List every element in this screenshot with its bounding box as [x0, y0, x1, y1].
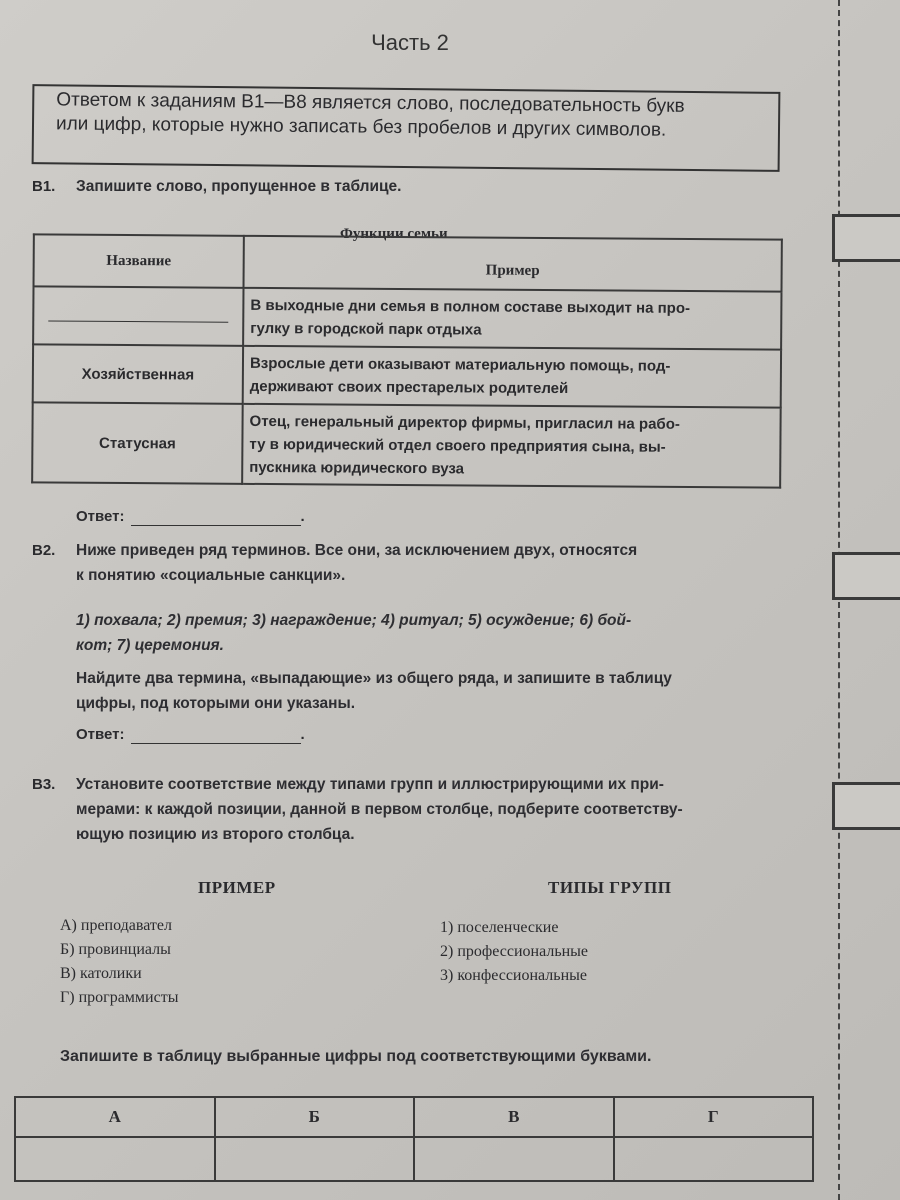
- task-b2-question: [76, 538, 796, 588]
- list-item: В) католики: [60, 965, 142, 982]
- instructions-box: [32, 84, 781, 172]
- example-line: Отец, генеральный директор фирмы, пригласил на рабо-: [249, 412, 680, 433]
- example-cell: [243, 346, 781, 408]
- group-types-list: [440, 916, 588, 988]
- example-line: ту в юридический отдел своего предприятия сына, вы-: [249, 435, 666, 456]
- answer-column-a: А: [15, 1097, 215, 1137]
- list-item: 3) конфессиональные: [440, 967, 587, 984]
- list-item: 2) профессиональные: [440, 943, 589, 960]
- example-line: В выходные дни семья в полном составе выходит на про-: [250, 296, 691, 317]
- examples-list: [60, 914, 178, 1010]
- group-types-header: ТИПЫ ГРУПП: [548, 878, 672, 897]
- task-b2-terms: [76, 608, 796, 658]
- answer-table: [14, 1096, 814, 1182]
- question-line: ющую позицию из второго столбца.: [76, 826, 355, 843]
- task-b2-instruction: [76, 666, 796, 716]
- family-functions-table: [31, 233, 783, 488]
- question-line: Ниже приведен ряд терминов. Все они, за исключением двух, относятся: [76, 542, 638, 559]
- answer-column-b: Б: [215, 1097, 415, 1137]
- table-row: [33, 344, 781, 407]
- example-line: гулку в городской парк отдыха: [250, 319, 482, 339]
- instruction-line: Запишите в таблицу выбранные цифры под соответствующими буквами.: [60, 1048, 652, 1065]
- cut-line: [838, 0, 840, 1200]
- margin-answer-box-b2[interactable]: [832, 552, 900, 600]
- task-b2-label: B2.: [32, 542, 56, 559]
- answer-cell-v[interactable]: [414, 1137, 614, 1181]
- instructions-line: или цифр, которые нужно записать без пробелов и других символов.: [55, 113, 667, 141]
- example-line: Взрослые дети оказывают материальную помощь, под-: [249, 354, 671, 375]
- answer-cell-g[interactable]: [614, 1137, 814, 1181]
- task-b1-question: [76, 174, 402, 199]
- task-b1-label: B1.: [32, 178, 56, 195]
- answer-label: Ответ:: [76, 508, 125, 525]
- column-header-name: Название: [34, 234, 244, 287]
- terms-line: 1) похвала; 2) премия; 3) награждение; 4) ритуал; 5) осуждение; 6) бой-: [76, 612, 632, 629]
- table-row: [33, 286, 781, 349]
- instruction-line: Найдите два термина, «выпадающие» из общего ряда, и запишите в таблицу: [76, 670, 672, 687]
- question-line: Установите соответствие между типами групп и иллюстрирующими их при-: [76, 776, 664, 793]
- margin-answer-box-b1[interactable]: [832, 214, 900, 262]
- task-b3-label: B3.: [32, 776, 56, 793]
- table-caption: Функции семьи: [340, 226, 448, 242]
- instruction-line: цифры, под которыми они указаны.: [76, 695, 356, 712]
- list-item: А) преподавател: [60, 917, 172, 934]
- example-line: держивают своих престарелых родителей: [249, 377, 569, 398]
- answer-cell-b[interactable]: [215, 1137, 415, 1181]
- function-name-cell: Хозяйственная: [33, 344, 243, 403]
- instructions-line: Ответом к заданиям B1—B8 является слово, последовательность букв: [56, 89, 685, 117]
- list-item: 1) поселенческие: [440, 919, 559, 936]
- task-b2-answer: Ответ: .: [76, 726, 305, 743]
- page-title: Часть 2: [371, 30, 449, 55]
- answer-line[interactable]: [131, 726, 301, 744]
- task-b3-instruction: [60, 1044, 651, 1069]
- question-line: мерами: к каждой позиции, данной в первом столбце, подберите соответству-: [76, 801, 683, 818]
- terms-line: кот; 7) церемония.: [76, 637, 224, 654]
- examples-header: ПРИМЕР: [198, 878, 276, 897]
- example-cell: [243, 288, 781, 350]
- missing-function-cell[interactable]: [33, 286, 243, 345]
- example-line: пускника юридического вуза: [249, 458, 465, 477]
- list-item: Б) провинциалы: [60, 941, 171, 958]
- task-b3-question: [76, 772, 796, 847]
- column-header-example: Пример: [244, 236, 782, 292]
- example-cell: [242, 404, 781, 488]
- answer-label: Ответ:: [76, 726, 125, 743]
- list-item: Г) программисты: [60, 989, 179, 1006]
- answer-cell-a[interactable]: [15, 1137, 215, 1181]
- answer-line[interactable]: [131, 508, 301, 526]
- answer-column-v: В: [414, 1097, 614, 1137]
- question-line: к понятию «социальные санкции».: [76, 567, 346, 584]
- margin-answer-box-b3[interactable]: [832, 782, 900, 830]
- answer-column-g: Г: [614, 1097, 814, 1137]
- table-row: [32, 402, 781, 487]
- function-name-cell: Статусная: [32, 402, 243, 483]
- task-b1-question-text: Запишите слово, пропущенное в таблице.: [76, 178, 402, 195]
- blank-answer-line: [48, 306, 228, 322]
- task-b1-answer: Ответ: .: [76, 508, 305, 525]
